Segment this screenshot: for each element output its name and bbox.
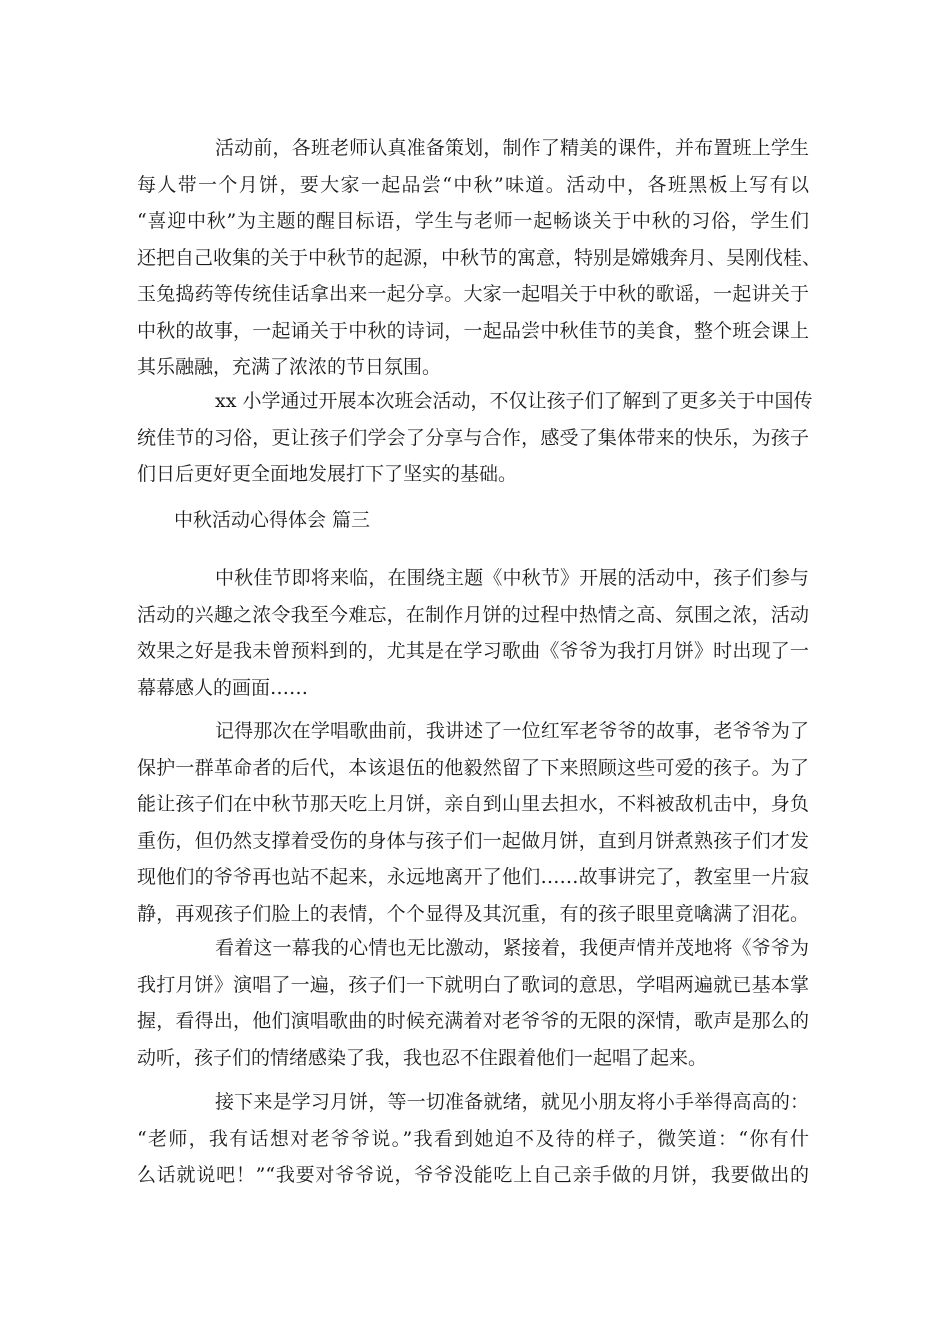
paragraph-line: “老师，我有话想对老爷爷说。”我看到她迫不及待的样子，微笑道：“你有什 xyxy=(137,1127,809,1150)
paragraph-line: 静，再观孩子们脸上的表情，个个显得及其沉重，有的孩子眼里竟噙满了泪花。 xyxy=(137,902,809,925)
paragraph-line: 其乐融融，充满了浓浓的节日氛围。 xyxy=(137,356,442,378)
paragraph-line: 动听，孩子们的情绪感染了我，我也忍不住跟着他们一起唱了起来。 xyxy=(137,1046,708,1069)
paragraph-line: 活动前，各班老师认真准备策划，制作了精美的课件，并布置班上学生 xyxy=(215,137,809,159)
paragraph-line: 握，看得出，他们演唱歌曲的时候充满着对老爷爷的无限的深情，歌声是那么的 xyxy=(137,1010,809,1032)
paragraph-line: 中秋的故事，一起诵关于中秋的诗词，一起品尝中秋佳节的美食，整个班会课上 xyxy=(137,319,809,342)
paragraph-line: 还把自己收集的关于中秋节的起源，中秋节的寓意，特别是嫦娥奔月、吴刚伐桂、 xyxy=(137,246,822,269)
section-heading: 中秋活动心得体会 篇三 xyxy=(174,509,371,531)
paragraph-line: 中秋佳节即将来临，在围绕主题《中秋节》开展的活动中，孩子们参与 xyxy=(215,567,809,589)
paragraph-6 xyxy=(137,1084,809,1194)
paragraph-line: 幕幕感人的画面…… xyxy=(137,676,309,699)
paragraph-line: 看着这一幕我的心情也无比激动，紧接着，我便声情并茂地将《爷爷为 xyxy=(215,937,809,959)
paragraph-line: 们日后更好更全面地发展打下了坚实的基础。 xyxy=(137,463,518,485)
paragraph-line: 能让孩子们在中秋节那天吃上月饼，亲自到山里去担水，不料被敌机击中，身负 xyxy=(137,793,809,815)
paragraph-line: 么话就说吧！”“我要对爷爷说，爷爷没能吃上自己亲手做的月饼，我要做出的 xyxy=(137,1164,809,1186)
paragraph-line: 玉兔捣药等传统佳话拿出来一起分享。大家一起唱关于中秋的歌谣，一起讲关于 xyxy=(137,283,809,305)
paragraph-line: 重伤，但仍然支撑着受伤的身体与孩子们一起做月饼，直到月饼煮熟孩子们才发 xyxy=(137,829,809,852)
paragraph-5 xyxy=(137,930,809,1076)
paragraph-3 xyxy=(137,560,809,706)
paragraph-line: xx 小学通过开展本次班会活动，不仅让孩子们了解到了更多关于中国传 xyxy=(215,390,813,412)
paragraph-4 xyxy=(137,713,809,932)
paragraph-1 xyxy=(137,130,822,386)
paragraph-2 xyxy=(137,383,813,493)
paragraph-line: 保护一群革命者的后代，本该退伍的他毅然留了下来照顾这些可爱的孩子。为了 xyxy=(137,756,809,779)
paragraph-line: 我打月饼》演唱了一遍，孩子们一下就明白了歌词的意思，学唱两遍就已基本掌 xyxy=(137,973,809,996)
paragraph-line: 效果之好是我未曾预料到的，尤其是在学习歌曲《爷爷为我打月饼》时出现了一 xyxy=(137,640,809,662)
paragraph-line: 每人带一个月饼，要大家一起品尝“中秋”味道。活动中，各班黑板上写有以 xyxy=(137,173,809,196)
paragraph-line: 统佳节的习俗，更让孩子们学会了分享与合作，感受了集体带来的快乐，为孩子 xyxy=(137,426,809,449)
paragraph-line: 接下来是学习月饼，等一切准备就绪，就见小朋友将小手举得高高的： xyxy=(215,1091,809,1113)
paragraph-line: 记得那次在学唱歌曲前，我讲述了一位红军老爷爷的故事，老爷爷为了 xyxy=(215,720,809,742)
paragraph-line: 活动的兴趣之浓令我至今难忘，在制作月饼的过程中热情之高、氛围之浓，活动 xyxy=(137,603,809,626)
paragraph-line: 现他们的爷爷再也站不起来，永远地离开了他们……故事讲完了，教室里一片寂 xyxy=(137,866,809,888)
paragraph-line: “喜迎中秋”为主题的醒目标语，学生与老师一起畅谈关于中秋的习俗，学生们 xyxy=(137,210,809,232)
